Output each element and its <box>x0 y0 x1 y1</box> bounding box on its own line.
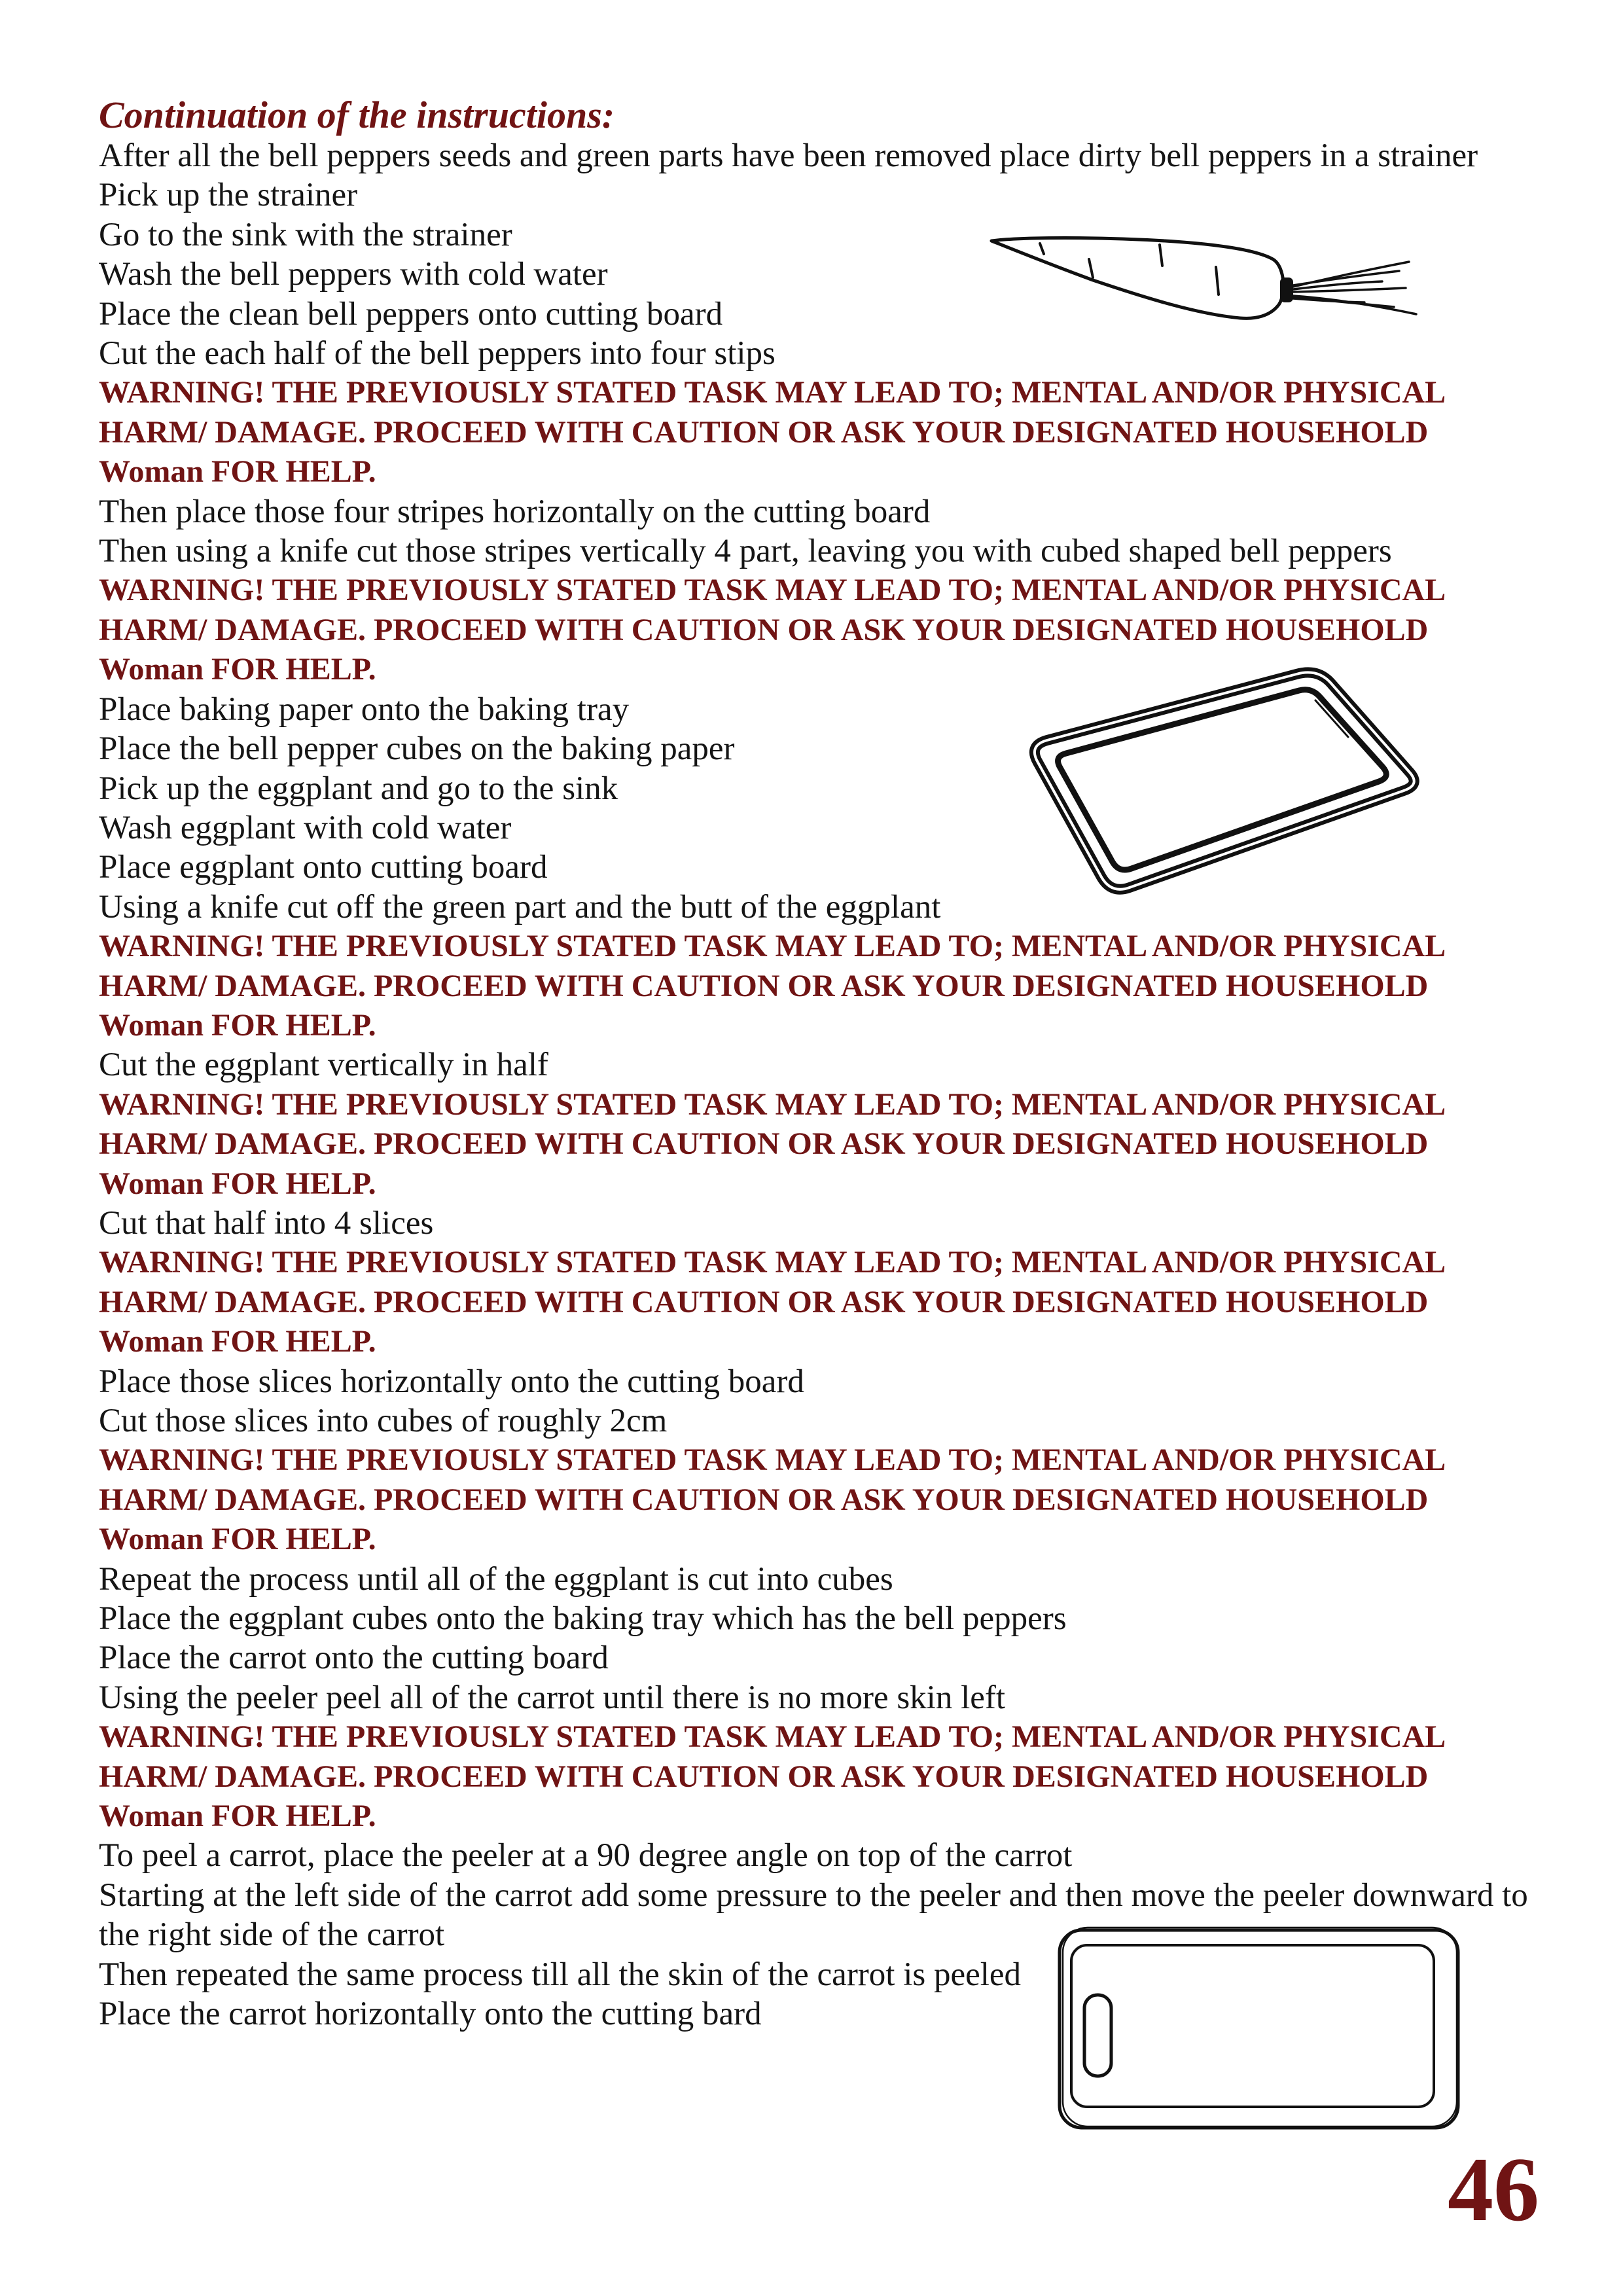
instruction-step: Place baking paper onto the baking tray <box>99 691 630 728</box>
instruction-step: Place the carrot onto the cutting board <box>99 1640 609 1677</box>
instruction-step: Cut the eggplant vertically in half <box>99 1047 548 1084</box>
warning-notice <box>99 927 1552 1045</box>
page-number: 46 <box>1448 2139 1539 2240</box>
instruction-step: Then repeated the same process till all the skin of the carrot is peeled <box>99 1956 1022 1993</box>
warning-line-3: Woman FOR HELP. <box>99 1324 376 1359</box>
warning-line-2: HARM/ DAMAGE. PROCEED WITH CAUTION OR ASK YOUR DESIGNATED HOUSEHOLD <box>99 414 1429 450</box>
warning-line-1: WARNING! THE PREVIOUSLY STATED TASK MAY LEAD TO; MENTAL AND/OR PHYSICAL <box>99 375 1446 410</box>
warning-notice <box>99 1441 1552 1559</box>
warning-line-3: Woman FOR HELP. <box>99 652 376 687</box>
instruction-step: Then using a knife cut those stripes vertically 4 part, leaving you with cubed shaped bell peppers <box>99 533 1392 570</box>
instruction-step: Place those slices horizontally onto the cutting board <box>99 1363 804 1400</box>
instruction-step: Pick up the eggplant and go to the sink <box>99 770 618 807</box>
warning-line-2: HARM/ DAMAGE. PROCEED WITH CAUTION OR ASK YOUR DESIGNATED HOUSEHOLD <box>99 612 1429 647</box>
warning-line-2: HARM/ DAMAGE. PROCEED WITH CAUTION OR ASK YOUR DESIGNATED HOUSEHOLD <box>99 1482 1429 1517</box>
warning-line-2: HARM/ DAMAGE. PROCEED WITH CAUTION OR ASK YOUR DESIGNATED HOUSEHOLD <box>99 1126 1429 1162</box>
warning-notice <box>99 373 1552 492</box>
instruction-step: Wash the bell peppers with cold water <box>99 256 608 293</box>
instruction-step: Wash eggplant with cold water <box>99 809 512 846</box>
instruction-step: Go to the sink with the strainer <box>99 216 512 253</box>
warning-notice <box>99 1243 1552 1361</box>
instruction-step: Place eggplant onto cutting board <box>99 849 548 886</box>
instruction-step: Using a knife cut off the green part and the butt of the eggplant <box>99 888 941 925</box>
instruction-step: Cut the each half of the bell peppers into four stips <box>99 335 776 372</box>
instruction-step: Cut those slices into cubes of roughly 2cm <box>99 1403 668 1439</box>
warning-line-1: WARNING! THE PREVIOUSLY STATED TASK MAY LEAD TO; MENTAL AND/OR PHYSICAL <box>99 573 1446 608</box>
warning-line-3: Woman FOR HELP. <box>99 1007 376 1043</box>
instruction-step: Place the carrot horizontally onto the cutting bard <box>99 1996 762 2033</box>
page-title: Continuation of the instructions: <box>99 94 615 136</box>
instruction-step: To peel a carrot, place the peeler at a 90 degree angle on top of the carrot <box>99 1837 1073 1874</box>
warning-notice <box>99 1085 1552 1204</box>
instruction-step: Place the eggplant cubes onto the baking tray which has the bell peppers <box>99 1600 1067 1638</box>
instruction-step: Cut that half into 4 slices <box>99 1204 434 1242</box>
warning-line-1: WARNING! THE PREVIOUSLY STATED TASK MAY LEAD TO; MENTAL AND/OR PHYSICAL <box>99 1719 1446 1755</box>
warning-line-2: HARM/ DAMAGE. PROCEED WITH CAUTION OR ASK YOUR DESIGNATED HOUSEHOLD <box>99 1284 1429 1319</box>
instruction-step: Place the clean bell peppers onto cutting board <box>99 295 723 332</box>
instruction-step: Place the bell pepper cubes on the baking paper <box>99 730 735 768</box>
instruction-step: After all the bell peppers seeds and green parts have been removed place dirty bell peppers in a strainer <box>99 137 1478 174</box>
instruction-step: Starting at the left side of the carrot add some pressure to the peeler and then move the peeler downward to the right side of the carrot <box>99 1876 1528 1954</box>
warning-line-1: WARNING! THE PREVIOUSLY STATED TASK MAY LEAD TO; MENTAL AND/OR PHYSICAL <box>99 929 1446 964</box>
warning-line-1: WARNING! THE PREVIOUSLY STATED TASK MAY LEAD TO; MENTAL AND/OR PHYSICAL <box>99 1245 1446 1280</box>
warning-line-3: Woman FOR HELP. <box>99 1799 376 1834</box>
warning-line-2: HARM/ DAMAGE. PROCEED WITH CAUTION OR ASK YOUR DESIGNATED HOUSEHOLD <box>99 968 1429 1003</box>
instruction-step: Then place those four stripes horizontally on the cutting board <box>99 493 931 530</box>
instructions-list <box>99 136 1552 2034</box>
carrot-illustration <box>982 223 1427 334</box>
cutting-board-illustration <box>1047 1918 1472 2140</box>
warning-line-2: HARM/ DAMAGE. PROCEED WITH CAUTION OR ASK YOUR DESIGNATED HOUSEHOLD <box>99 1759 1429 1794</box>
warning-line-3: Woman FOR HELP. <box>99 1522 376 1557</box>
warning-notice <box>99 1717 1552 1836</box>
instruction-step: Using the peeler peel all of the carrot until there is no more skin left <box>99 1679 1006 1716</box>
instruction-step: Repeat the process until all of the eggplant is cut into cubes <box>99 1560 893 1598</box>
warning-line-3: Woman FOR HELP. <box>99 454 376 490</box>
instruction-step: Pick up the strainer <box>99 177 358 214</box>
warning-line-3: Woman FOR HELP. <box>99 1166 376 1201</box>
warning-line-1: WARNING! THE PREVIOUSLY STATED TASK MAY LEAD TO; MENTAL AND/OR PHYSICAL <box>99 1086 1446 1122</box>
baking-tray-illustration <box>1008 655 1440 910</box>
warning-line-1: WARNING! THE PREVIOUSLY STATED TASK MAY LEAD TO; MENTAL AND/OR PHYSICAL <box>99 1443 1446 1478</box>
